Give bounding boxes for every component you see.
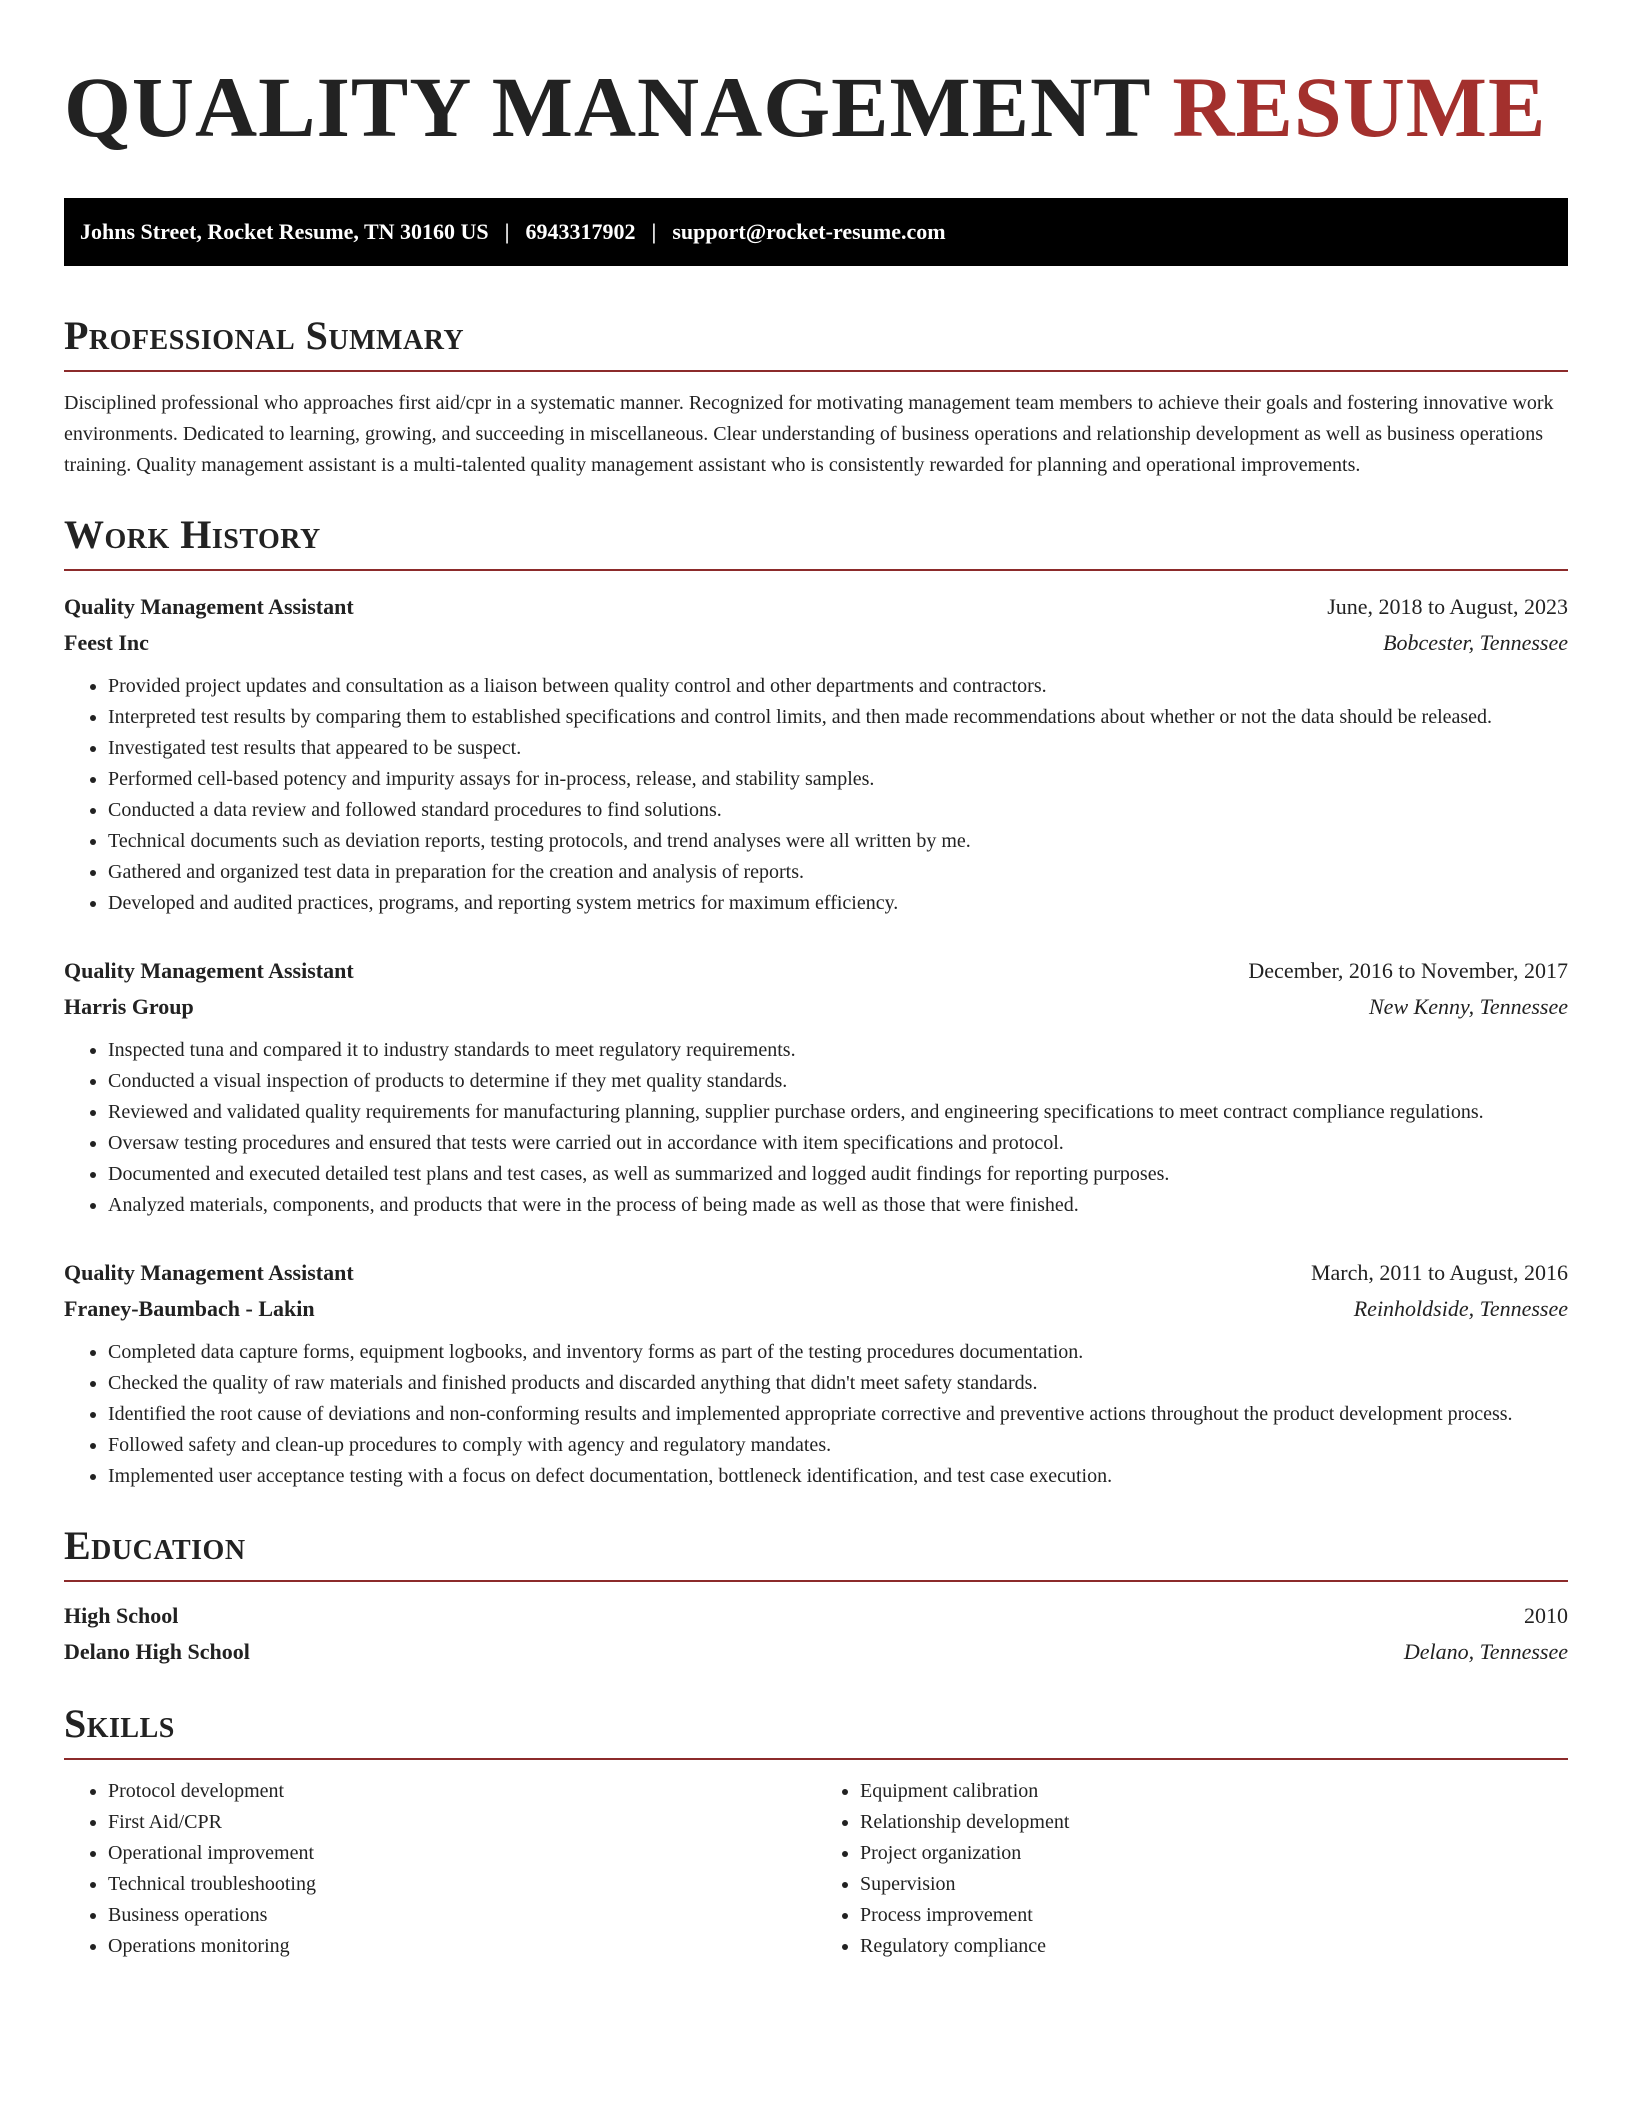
list-item: • Gathered and organized test data in preparation for the creation and analysis of reports. bbox=[108, 857, 1568, 888]
job-entry bbox=[64, 589, 1568, 919]
section-heading: Skills bbox=[64, 1701, 175, 1746]
list-item: • Equipment calibration bbox=[860, 1776, 1568, 1807]
education-year: 2010 bbox=[1524, 1603, 1568, 1628]
section-skills bbox=[64, 1701, 1568, 1962]
job-entry bbox=[64, 953, 1568, 1221]
job-header-row bbox=[64, 589, 1568, 625]
job-entry bbox=[64, 1255, 1568, 1492]
job-company-row bbox=[64, 1291, 1568, 1327]
section-divider bbox=[64, 1758, 1568, 1760]
job-company-row bbox=[64, 625, 1568, 661]
list-item: • Investigated test results that appeared to be suspect. bbox=[108, 733, 1568, 764]
title-accent: RESUME bbox=[1172, 59, 1547, 155]
list-item: • Technical documents such as deviation reports, testing protocols, and trend analyses were all written by me. bbox=[108, 826, 1568, 857]
skills-list-right bbox=[816, 1776, 1568, 1962]
contact-email: support@rocket-resume.com bbox=[672, 219, 946, 244]
title-main: QUALITY MANAGEMENT bbox=[64, 59, 1150, 155]
list-item: • Inspected tuna and compared it to industry standards to meet regulatory requirements. bbox=[108, 1035, 1568, 1066]
list-item: • Performed cell-based potency and impurity assays for in-process, release, and stability samples. bbox=[108, 764, 1568, 795]
job-title: Quality Management Assistant bbox=[64, 594, 354, 619]
list-item: • Oversaw testing procedures and ensured that tests were carried out in accordance with item specifications and protocol. bbox=[108, 1128, 1568, 1159]
job-title: Quality Management Assistant bbox=[64, 958, 354, 983]
job-company: Feest Inc bbox=[64, 630, 149, 655]
education-entry bbox=[64, 1598, 1568, 1670]
list-item: • Documented and executed detailed test plans and test cases, as well as summarized and logged audit findings for reporting purposes. bbox=[108, 1159, 1568, 1190]
job-location: New Kenny, Tennessee bbox=[1369, 994, 1568, 1019]
job-header-row bbox=[64, 1255, 1568, 1291]
job-location: Bobcester, Tennessee bbox=[1383, 630, 1568, 655]
education-location: Delano, Tennessee bbox=[1403, 1639, 1568, 1664]
list-item: • Technical troubleshooting bbox=[108, 1869, 816, 1900]
list-item: • Developed and audited practices, programs, and reporting system metrics for maximum efficiency. bbox=[108, 888, 1568, 919]
resume-title bbox=[64, 59, 1568, 162]
job-bullets bbox=[64, 671, 1568, 919]
skills-list-left bbox=[64, 1776, 816, 1962]
section-education bbox=[64, 1523, 1568, 1670]
section-work-history bbox=[64, 512, 1568, 1492]
list-item: • Analyzed materials, components, and products that were in the process of being made as well as those that were finished. bbox=[108, 1190, 1568, 1221]
list-item: • Regulatory compliance bbox=[860, 1931, 1568, 1962]
education-school: Delano High School bbox=[64, 1639, 250, 1664]
section-professional-summary bbox=[64, 313, 1568, 481]
list-item: • Relationship development bbox=[860, 1807, 1568, 1838]
section-divider bbox=[64, 370, 1568, 372]
education-school-row bbox=[64, 1634, 1568, 1670]
list-item: • Process improvement bbox=[860, 1900, 1568, 1931]
section-heading: Professional Summary bbox=[64, 313, 465, 358]
job-location: Reinholdside, Tennessee bbox=[1353, 1296, 1568, 1321]
list-item: • Interpreted test results by comparing them to established specifications and control limits, and then made recommendations about whether or not the data should be released. bbox=[108, 702, 1568, 733]
job-company: Harris Group bbox=[64, 994, 194, 1019]
section-heading: Work History bbox=[64, 512, 321, 557]
job-title: Quality Management Assistant bbox=[64, 1260, 354, 1285]
job-company: Franey-Baumbach - Lakin bbox=[64, 1296, 315, 1321]
list-item: • Conducted a data review and followed standard procedures to find solutions. bbox=[108, 795, 1568, 826]
list-item: • Protocol development bbox=[108, 1776, 816, 1807]
job-dates: December, 2016 to November, 2017 bbox=[1248, 958, 1568, 983]
list-item: • Provided project updates and consultation as a liaison between quality control and other departments and contractors. bbox=[108, 671, 1568, 702]
list-item: • Reviewed and validated quality requirements for manufacturing planning, supplier purchase orders, and engineering specifications to meet contract compliance regulations. bbox=[108, 1097, 1568, 1128]
contact-phone: 6943317902 bbox=[525, 219, 636, 244]
section-divider bbox=[64, 569, 1568, 571]
summary-text: Disciplined professional who approaches first aid/cpr in a systematic manner. Recognized for motivating management team members to achieve their goals and fostering innovative work environments. Dedicated to learning, growing, and succeeding in miscellaneous. Clear understanding of business operations and relationship development as well as business operations training. Quality management assistant is a multi-talented quality management assistant who is consistently rewarded for planning and operational improvements. bbox=[64, 392, 1554, 476]
list-item: • Identified the root cause of deviations and non-conforming results and implemented appropriate corrective and preventive actions throughout the product development process. bbox=[108, 1399, 1568, 1430]
list-item: • Checked the quality of raw materials and finished products and discarded anything that didn't meet safety standards. bbox=[108, 1368, 1568, 1399]
list-item: • Supervision bbox=[860, 1869, 1568, 1900]
skills-columns bbox=[64, 1776, 1568, 1962]
list-item: • Operations monitoring bbox=[108, 1931, 816, 1962]
education-degree-row bbox=[64, 1598, 1568, 1634]
job-bullets bbox=[64, 1035, 1568, 1221]
job-header-row bbox=[64, 953, 1568, 989]
contact-separator: | bbox=[504, 219, 510, 244]
list-item: • Project organization bbox=[860, 1838, 1568, 1869]
job-bullets bbox=[64, 1337, 1568, 1492]
contact-separator: | bbox=[651, 219, 657, 244]
job-company-row bbox=[64, 989, 1568, 1025]
list-item: • Followed safety and clean-up procedures to comply with agency and regulatory mandates. bbox=[108, 1430, 1568, 1461]
section-divider bbox=[64, 1580, 1568, 1582]
list-item: • First Aid/CPR bbox=[108, 1807, 816, 1838]
education-degree: High School bbox=[64, 1603, 179, 1628]
list-item: • Operational improvement bbox=[108, 1838, 816, 1869]
section-heading: Education bbox=[64, 1523, 246, 1568]
list-item: • Business operations bbox=[108, 1900, 816, 1931]
contact-bar bbox=[64, 198, 1568, 266]
list-item: • Conducted a visual inspection of products to determine if they met quality standards. bbox=[108, 1066, 1568, 1097]
list-item: • Completed data capture forms, equipment logbooks, and inventory forms as part of the testing procedures documentation. bbox=[108, 1337, 1568, 1368]
contact-address: Johns Street, Rocket Resume, TN 30160 US bbox=[80, 219, 489, 244]
list-item: • Implemented user acceptance testing with a focus on defect documentation, bottleneck identification, and test case execution. bbox=[108, 1461, 1568, 1492]
job-dates: March, 2011 to August, 2016 bbox=[1310, 1260, 1568, 1285]
job-dates: June, 2018 to August, 2023 bbox=[1327, 594, 1568, 619]
